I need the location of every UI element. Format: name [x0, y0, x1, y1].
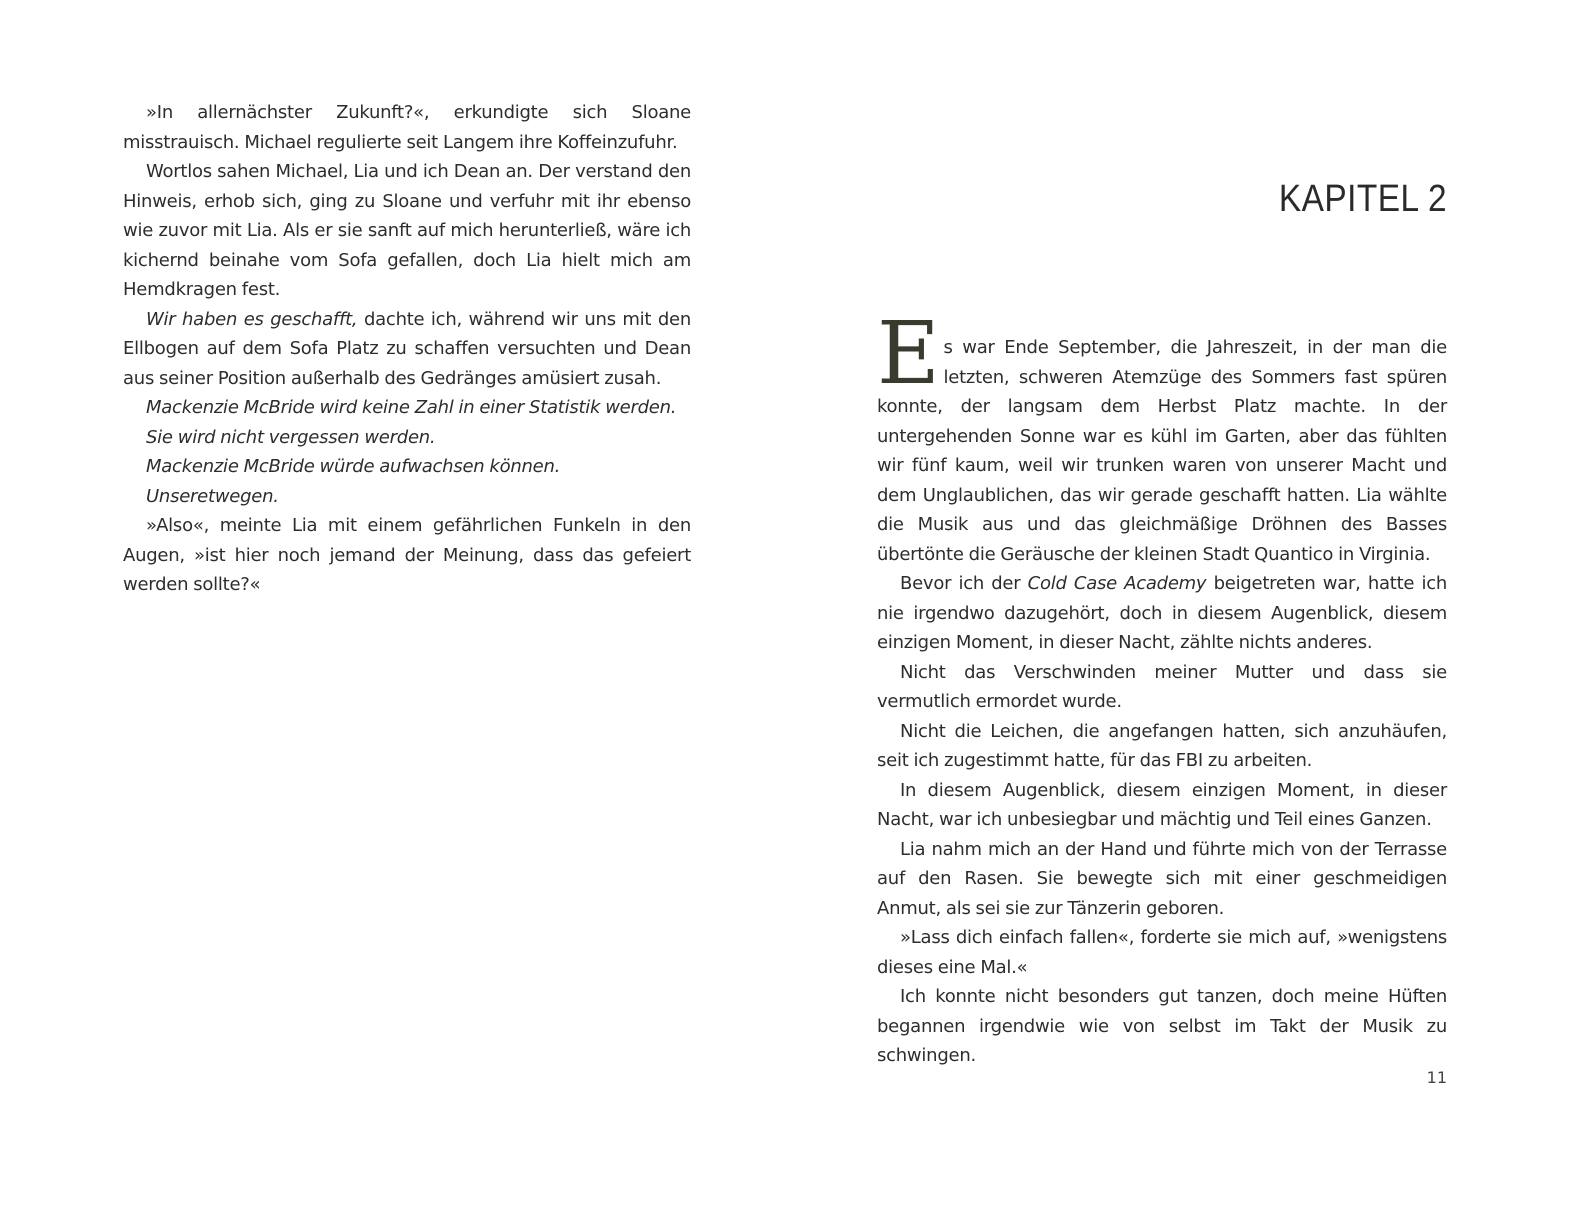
- paragraph-end: beigetreten war, hatte ich nie irgendwo dazugehört, doch in diesem Augenblick, diesem einzigen Moment, in dieser Nacht, zählte nichts anderes.: [877, 573, 1448, 653]
- italic-phrase: Wir haben es geschafft,: [146, 308, 358, 330]
- paragraph: »Lass dich einfach fallen«, forderte sie mich auf, »wenigstens dieses eine Mal.«: [877, 927, 1447, 978]
- paragraph-start: Bevor ich der: [900, 573, 1028, 594]
- paragraph: »In allernächster Zukunft?«, erkundigte sich Sloane misstrauisch. Michael regulierte seit Langem ihre Koffeinzufuhr.: [123, 102, 691, 153]
- right-page: [797, 0, 1594, 1217]
- opening-paragraph-text: s war Ende September, die Jahreszeit, in der man die letzten, schweren Atemzüge des Sommers fast spüren konnte, der langsam dem Herbst Platz machte. In der untergehenden Sonne war es kühl im Garten, aber das fühlten wir fünf kaum, weil wir trunken waren von unserer Macht und dem Unglaublichen, das wir gerade geschafft hatten. Lia wählte die Musik aus und das gleichmäßige Dröhnen des Basses übertönte die Geräusche der kleinen Stadt Quantico in Virginia.: [877, 337, 1447, 565]
- italic-title: Cold Case Academy: [1027, 573, 1207, 594]
- paragraph: Wortlos sahen Michael, Lia und ich Dean an. Der verstand den Hinweis, erhob sich, ging zu Sloane und verfuhr mit ihr ebenso wie zuvor mit Lia. Als er sie sanft auf mich herunterließ, wäre ich kichernd beinahe vom Sofa gefallen, doch Lia hielt mich am Hemdkragen fest.: [123, 161, 691, 300]
- drop-cap: E: [877, 304, 940, 404]
- paragraph-rest: dachte ich, während wir uns mit den Ellbogen auf dem Sofa Platz zu schaffen versuchten und Dean aus seiner Position außerhalb des Gedränges amüsiert zusah.: [123, 308, 691, 389]
- paragraph: Nicht die Leichen, die angefangen hatten, sich anzuhäufen, seit ich zugestimmt hatte, für das FBI zu arbeiten.: [877, 720, 1447, 771]
- right-page-text: [877, 304, 1448, 1071]
- left-page-text: [123, 98, 691, 600]
- paragraph: Ich konnte nicht besonders gut tanzen, doch meine Hüften begannen irgendwie wie von selbst im Takt der Musik zu schwingen.: [877, 986, 1447, 1066]
- italic-line: Sie wird nicht vergessen werden.: [146, 426, 436, 448]
- paragraph: In diesem Augenblick, diesem einzigen Moment, in dieser Nacht, war ich unbesiegbar und mächtig und Teil eines Ganzen.: [877, 779, 1447, 830]
- page-number: 11: [1426, 1068, 1447, 1087]
- paragraph: Nicht das Verschwinden meiner Mutter und dass sie vermutlich ermordet wurde.: [877, 661, 1447, 712]
- italic-line: Mackenzie McBride wird keine Zahl in einer Statistik werden.: [146, 397, 677, 418]
- paragraph: [877, 569, 1447, 658]
- italic-line: Unseretwegen.: [146, 485, 279, 507]
- italic-line: Mackenzie McBride würde aufwachsen können.: [146, 456, 561, 477]
- opening-paragraph: [877, 304, 1447, 569]
- paragraph: »Also«, meinte Lia mit einem gefährlichen Funkeln in den Augen, »ist hier noch jemand der Meinung, dass das gefeiert werden sollte?«: [123, 515, 691, 595]
- paragraph: [123, 305, 691, 394]
- chapter-title: KAPITEL 2: [1278, 178, 1447, 220]
- paragraph: Lia nahm mich an der Hand und führte mich von der Terrasse auf den Rasen. Sie bewegte sich mit einer geschmeidigen Anmut, als sei sie zur Tänzerin geboren.: [877, 838, 1447, 919]
